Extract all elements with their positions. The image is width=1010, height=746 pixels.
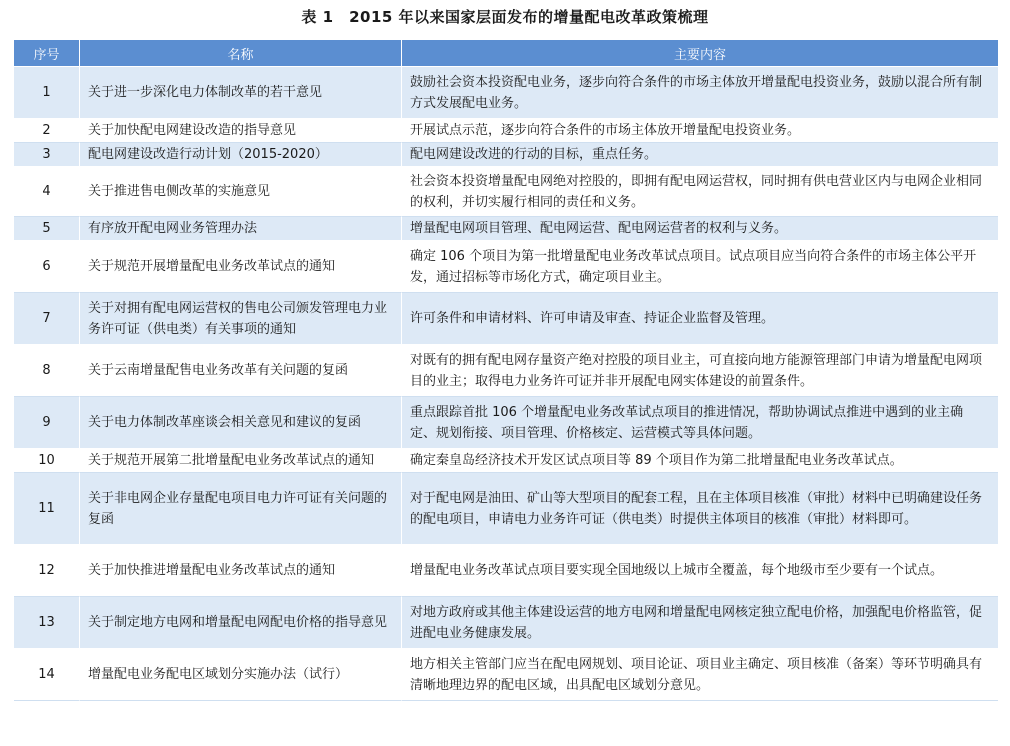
policy-table — [14, 40, 998, 701]
row-name: 关于推进售电侧改革的实施意见 — [80, 167, 402, 217]
row-number: 3 — [14, 143, 80, 167]
row-number: 13 — [14, 597, 80, 649]
table-row — [14, 67, 998, 119]
row-number: 7 — [14, 293, 80, 345]
row-number: 2 — [14, 119, 80, 143]
row-name: 关于规范开展增量配电业务改革试点的通知 — [80, 241, 402, 293]
row-number: 4 — [14, 167, 80, 217]
row-number: 9 — [14, 397, 80, 449]
table-row — [14, 449, 998, 473]
table-row — [14, 345, 998, 397]
table-row — [14, 167, 998, 217]
table-row — [14, 241, 998, 293]
table-row — [14, 473, 998, 545]
row-content: 许可条件和申请材料、许可申请及审查、持证企业监督及管理。 — [402, 293, 998, 345]
row-number: 14 — [14, 649, 80, 701]
row-content: 鼓励社会资本投资配电业务，逐步向符合条件的市场主体放开增量配电投资业务，鼓励以混合所有制方式发展配电业务。 — [402, 67, 998, 119]
table-row — [14, 217, 998, 241]
table-caption: 表 1 2015 年以来国家层面发布的增量配电改革政策梳理 — [301, 8, 709, 26]
row-number: 5 — [14, 217, 80, 241]
header-content: 主要内容 — [402, 40, 998, 67]
row-content: 确定秦皇岛经济技术开发区试点项目等 89 个项目作为第二批增量配电业务改革试点。 — [402, 449, 998, 473]
table-header-row — [14, 40, 998, 67]
row-name: 关于加快配电网建设改造的指导意见 — [80, 119, 402, 143]
row-content: 重点跟踪首批 106 个增量配电业务改革试点项目的推进情况，帮助协调试点推进中遇到的业主确定、规划衔接、项目管理、价格核定、运营模式等具体问题。 — [402, 397, 998, 449]
row-name: 关于对拥有配电网运营权的售电公司颁发管理电力业务许可证（供电类）有关事项的通知 — [80, 293, 402, 345]
row-content: 地方相关主管部门应当在配电网规划、项目论证、项目业主确定、项目核准（备案）等环节明确具有清晰地理边界的配电区域，出具配电区域划分意见。 — [402, 649, 998, 701]
row-content: 开展试点示范，逐步向符合条件的市场主体放开增量配电投资业务。 — [402, 119, 998, 143]
table-row — [14, 545, 998, 597]
row-number: 6 — [14, 241, 80, 293]
row-number: 12 — [14, 545, 80, 597]
row-number: 10 — [14, 449, 80, 473]
row-name: 关于制定地方电网和增量配电网配电价格的指导意见 — [80, 597, 402, 649]
row-content: 配电网建设改进的行动的目标，重点任务。 — [402, 143, 998, 167]
row-name: 关于非电网企业存量配电项目电力许可证有关问题的复函 — [80, 473, 402, 545]
row-content: 对于配电网是油田、矿山等大型项目的配套工程，且在主体项目核准（审批）材料中已明确建设任务的配电项目，申请电力业务许可证（供电类）时提供主体项目的核准（审批）材料即可。 — [402, 473, 998, 545]
table-row — [14, 597, 998, 649]
row-content: 增量配电业务改革试点项目要实现全国地级以上城市全覆盖，每个地级市至少要有一个试点。 — [402, 545, 998, 597]
row-name: 增量配电业务配电区域划分实施办法（试行） — [80, 649, 402, 701]
header-name: 名称 — [80, 40, 402, 67]
row-content: 社会资本投资增量配电网绝对控股的，即拥有配电网运营权，同时拥有供电营业区内与电网企业相同的权利，并切实履行相同的责任和义务。 — [402, 167, 998, 217]
row-name: 配电网建设改造行动计划（2015-2020） — [80, 143, 402, 167]
table-row — [14, 397, 998, 449]
row-name: 关于进一步深化电力体制改革的若干意见 — [80, 67, 402, 119]
row-name: 关于加快推进增量配电业务改革试点的通知 — [80, 545, 402, 597]
table-row — [14, 143, 998, 167]
row-name: 关于规范开展第二批增量配电业务改革试点的通知 — [80, 449, 402, 473]
row-content: 对既有的拥有配电网存量资产绝对控股的项目业主，可直接向地方能源管理部门申请为增量配电网项目的业主；取得电力业务许可证并非开展配电网实体建设的前置条件。 — [402, 345, 998, 397]
row-content: 确定 106 个项目为第一批增量配电业务改革试点项目。试点项目应当向符合条件的市场主体公平开发，通过招标等市场化方式，确定项目业主。 — [402, 241, 998, 293]
row-number: 1 — [14, 67, 80, 119]
row-name: 关于电力体制改革座谈会相关意见和建议的复函 — [80, 397, 402, 449]
row-name: 关于云南增量配售电业务改革有关问题的复函 — [80, 345, 402, 397]
table-row — [14, 649, 998, 701]
row-content: 增量配电网项目管理、配电网运营、配电网运营者的权利与义务。 — [402, 217, 998, 241]
row-number: 8 — [14, 345, 80, 397]
table-row — [14, 119, 998, 143]
header-no: 序号 — [14, 40, 80, 67]
row-content: 对地方政府或其他主体建设运营的地方电网和增量配电网核定独立配电价格，加强配电价格监管，促进配电业务健康发展。 — [402, 597, 998, 649]
row-number: 11 — [14, 473, 80, 545]
table-row — [14, 293, 998, 345]
row-name: 有序放开配电网业务管理办法 — [80, 217, 402, 241]
